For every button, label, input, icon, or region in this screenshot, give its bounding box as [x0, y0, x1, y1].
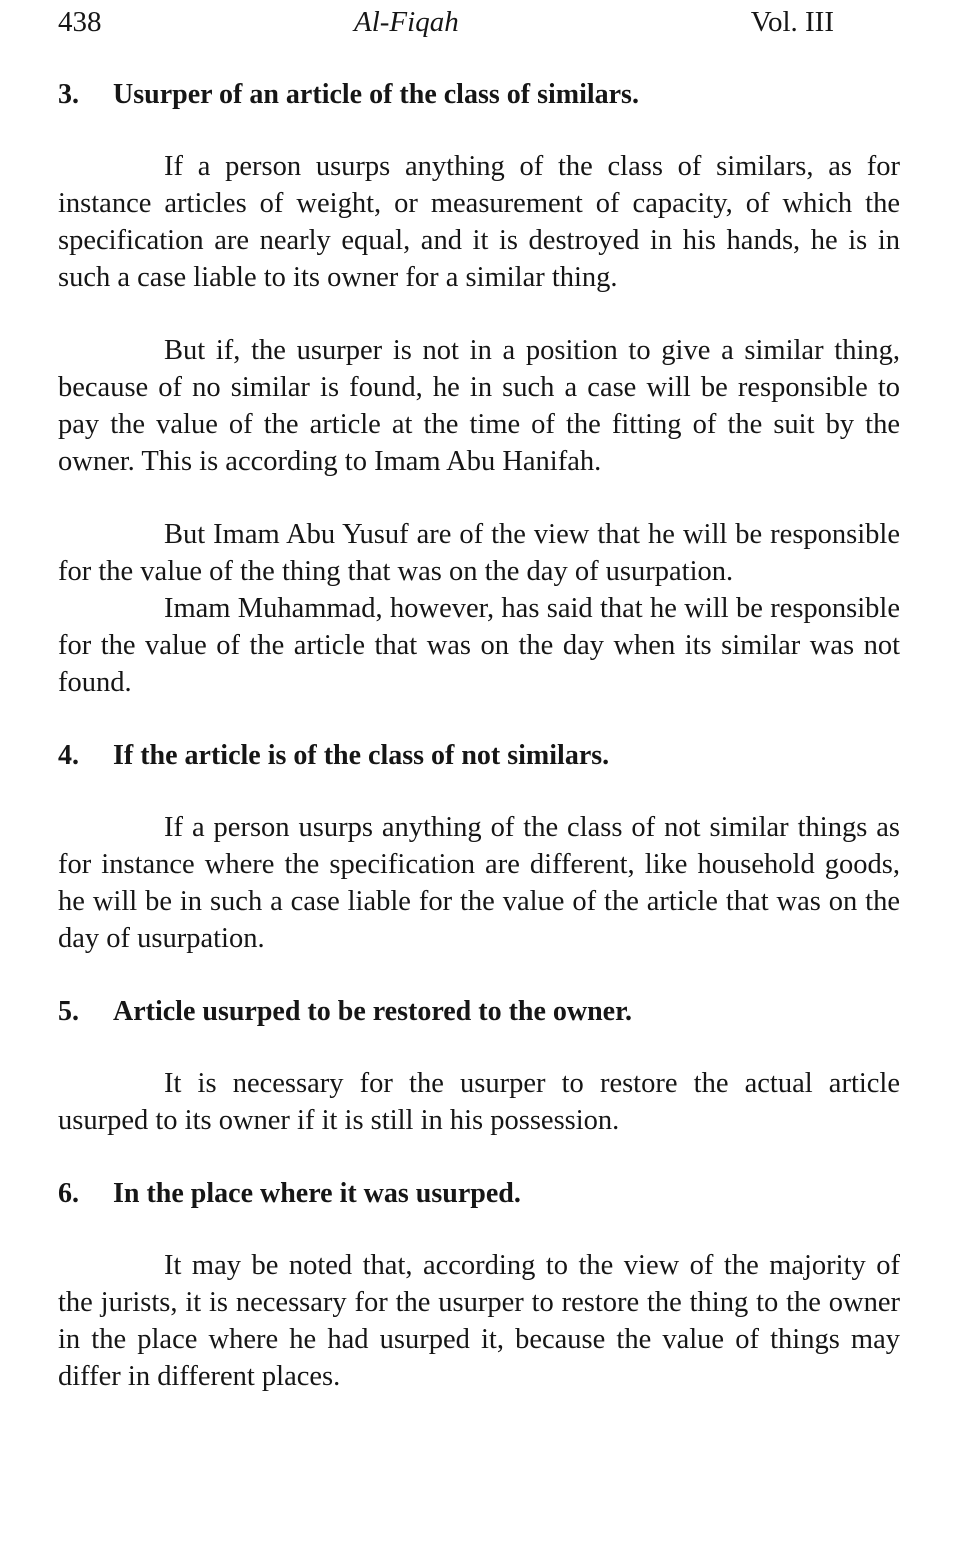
section-number: 3.	[58, 79, 79, 110]
section-number: 4.	[58, 740, 79, 771]
page-content	[58, 76, 900, 1395]
section-heading-6	[58, 1175, 900, 1213]
section-number: 5.	[58, 996, 79, 1027]
page-number: 438	[58, 6, 102, 38]
section-title: If the article is of the class of not similars.	[113, 740, 610, 771]
book-title: Al-Fiqah	[354, 6, 459, 38]
paragraph: It may be noted that, according to the view of the majority of the jurists, it is necessary for the usurper to restore the thing to the owner in the place where he had usurped it, because the value of things may differ in different places.	[58, 1250, 900, 1392]
running-header	[58, 0, 900, 40]
section-title: Usurper of an article of the class of similars.	[113, 79, 639, 110]
paragraph: If a person usurps anything of the class of not similar things as for instance where the specification are different, like household goods, he will be in such a case liable for the value of the article that was on the day of usurpation.	[58, 812, 900, 954]
section-title: Article usurped to be restored to the owner.	[113, 996, 632, 1027]
section-number: 6.	[58, 1178, 79, 1209]
paragraph: It is necessary for the usurper to restore the actual article usurped to its owner if it is still in his possession.	[58, 1068, 900, 1136]
section-heading-4	[58, 737, 900, 775]
paragraph: But if, the usurper is not in a position to give a similar thing, because of no similar is found, he in such a case will be responsible to pay the value of the article at the time of the fitting of the suit by the owner. This is according to Imam Abu Hanifah.	[58, 335, 900, 477]
paragraph: Imam Muhammad, however, has said that he will be responsible for the value of the article that was on the day when its similar was not found.	[58, 593, 900, 698]
paragraph: But Imam Abu Yusuf are of the view that he will be responsible for the value of the thing that was on the day of usurpation.	[58, 519, 900, 587]
paragraph: If a person usurps anything of the class of similars, as for instance articles of weight, or measurement of capacity, of which the specification are nearly equal, and it is destroyed in his hands, he is in such a case liable to its owner for a similar thing.	[58, 151, 900, 293]
volume-label: Vol. III	[750, 6, 834, 38]
section-heading-3	[58, 76, 900, 114]
section-heading-5	[58, 993, 900, 1031]
document-page	[58, 0, 900, 1548]
section-title: In the place where it was usurped.	[113, 1178, 521, 1209]
